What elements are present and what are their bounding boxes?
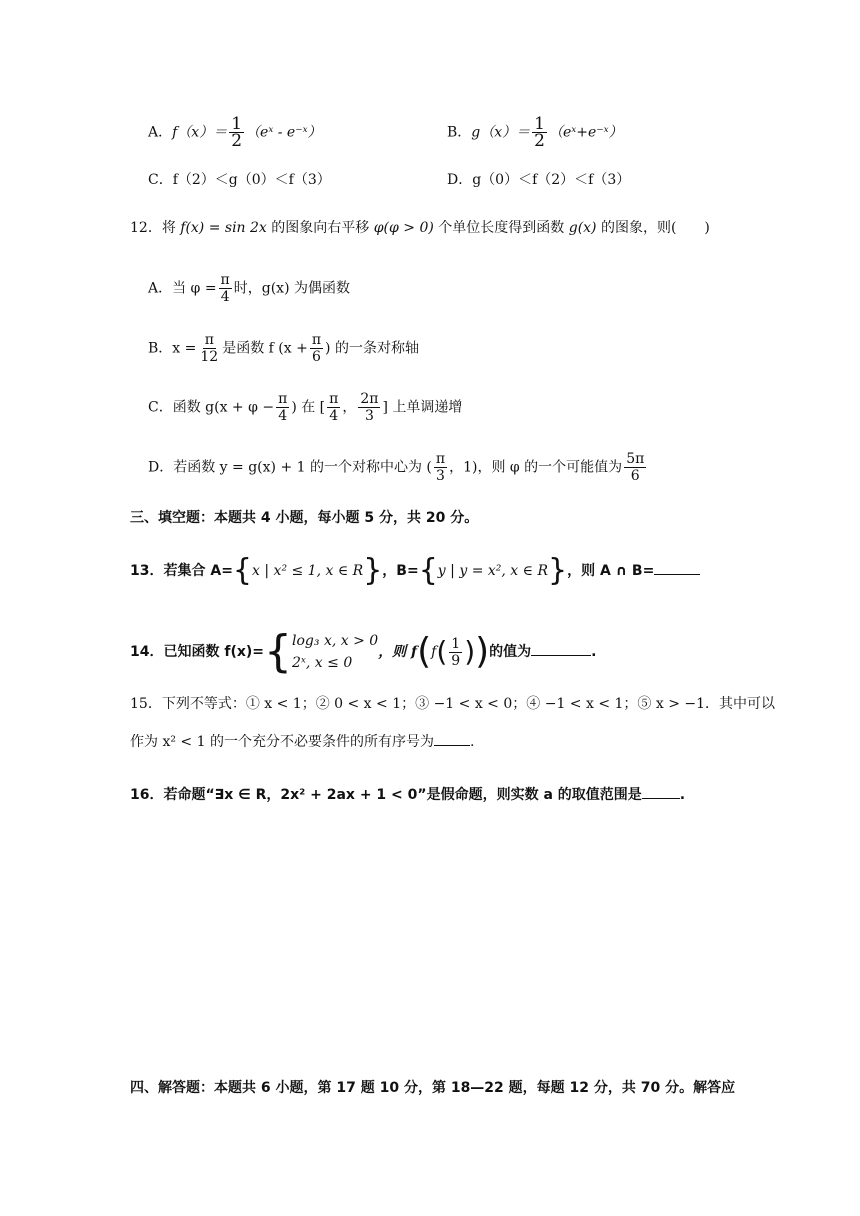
fraction xyxy=(449,636,462,669)
answer-blank[interactable] xyxy=(434,731,470,746)
stem-text: 12．将 xyxy=(130,220,181,236)
option-text: C．函数 g(x + φ − xyxy=(148,399,275,416)
option-text: ， xyxy=(342,399,357,416)
brace-open: { xyxy=(418,553,438,588)
set-variable: x xyxy=(252,563,260,579)
fraction-num: 1 xyxy=(231,114,243,134)
fraction-num: π xyxy=(278,391,288,407)
set-condition: x² ≤ 1, x ∈ R xyxy=(273,563,364,579)
q11-option-d: D．g（0）＜f（2）＜f（3） xyxy=(447,172,631,188)
q12-option-d xyxy=(148,451,648,484)
brace-close: } xyxy=(548,553,568,588)
fraction xyxy=(310,332,323,365)
stem-formula: g(x) xyxy=(568,220,597,236)
fraction xyxy=(532,116,547,149)
question-text: ，则 A ∩ B= xyxy=(567,563,655,579)
option-text: ，1)，则 φ 的一个可能值为 xyxy=(449,459,623,476)
fraction-den: 3 xyxy=(436,468,445,484)
fraction-num: π xyxy=(220,272,230,288)
brace-open: { xyxy=(264,626,293,677)
fraction-den: 12 xyxy=(200,349,219,365)
fraction xyxy=(434,451,447,484)
option-text: ] 上单调递增 xyxy=(382,399,463,416)
fraction-den: 9 xyxy=(451,652,461,669)
stem-formula: f(x) = sin 2x xyxy=(180,220,267,236)
paren-open: ( xyxy=(417,631,432,672)
fraction-num: 5π xyxy=(626,451,645,467)
set-bar: | xyxy=(445,563,460,579)
piecewise-function xyxy=(264,626,379,677)
q12-option-b xyxy=(148,332,419,365)
paren-close: ) xyxy=(475,631,490,672)
question-text: 16．若命题“∃x ∈ R，2x² + 2ax + 1 < 0”是假命题，则实数 a 的取值范围是 xyxy=(130,787,642,803)
q11-option-c: C．f（2）＜g（0）＜f（3） xyxy=(148,172,331,188)
q14 xyxy=(130,626,597,677)
fraction xyxy=(198,332,220,365)
fraction-den: 6 xyxy=(630,468,640,484)
paren-open: ( xyxy=(436,635,448,668)
fraction-den: 6 xyxy=(311,349,321,365)
q12-option-c xyxy=(148,391,462,424)
fraction-num: 1 xyxy=(451,635,461,652)
q12-stem xyxy=(130,218,710,238)
q15-line1 xyxy=(130,694,775,714)
fraction xyxy=(327,391,340,424)
stem-text: 个单位长度得到函数 xyxy=(433,220,569,236)
option-text: 时，g(x) 为偶函数 xyxy=(233,280,350,297)
option-text: 是函数 f (x + xyxy=(222,340,308,357)
fraction-num: π xyxy=(435,451,446,467)
question-text: ，则 f xyxy=(378,644,418,660)
cases-rows xyxy=(292,630,378,674)
question-text: 15．下列不等式：① x < 1；② 0 < x < 1；③ −1 < x < 0；④ −1 < x < 1；⑤ x > −1．其中可以 xyxy=(130,696,776,712)
stem-text: 的图象，则( ) xyxy=(596,220,710,236)
section-heading-solutions: 四、解答题：本题共 6 小题，第 17 题 10 分，第 18—22 题，每题 12 分，共 70 分。解答应 xyxy=(130,1080,736,1096)
question-text: 作为 x² < 1 的一个充分不必要条件的所有序号为 xyxy=(130,734,434,750)
fraction xyxy=(219,272,232,305)
q15-line2 xyxy=(130,731,474,752)
brace-close: } xyxy=(363,553,383,588)
fraction-num: π xyxy=(204,332,214,348)
fraction xyxy=(624,451,646,484)
question-text: 13．若集合 A= xyxy=(130,563,233,579)
fraction-num: 1 xyxy=(534,114,545,134)
question-text: 14．已知函数 f(x)= xyxy=(130,644,265,660)
stem-text: 的图象向右平移 xyxy=(266,220,374,236)
answer-blank[interactable] xyxy=(642,784,680,799)
q13 xyxy=(130,553,700,588)
stem-formula: φ(φ > 0) xyxy=(373,220,434,236)
fraction-den: 4 xyxy=(278,408,288,424)
fraction xyxy=(229,116,244,149)
option-text: g（x）＝ xyxy=(471,124,531,141)
option-text: D．若函数 y = g(x) + 1 的一个对称中心为 ( xyxy=(148,459,432,476)
fraction-num: π xyxy=(329,391,339,407)
period: . xyxy=(679,787,686,803)
q12-option-a xyxy=(148,272,350,305)
brace-open: { xyxy=(232,553,253,588)
option-label: B． xyxy=(447,124,472,141)
section-heading-fill-in: 三、填空题：本题共 4 小题，每小题 5 分，共 20 分。 xyxy=(130,510,479,526)
fraction-den: 4 xyxy=(329,408,339,424)
q11-option-a xyxy=(148,116,322,149)
option-label: A． xyxy=(148,124,173,141)
inner-function: f xyxy=(431,644,437,660)
fraction-den: 2 xyxy=(231,131,243,151)
option-text: A．当 φ = xyxy=(148,280,217,297)
answer-blank[interactable] xyxy=(654,560,700,575)
fraction-num: 2π xyxy=(360,391,379,407)
option-text-post: （eˣ - e⁻ˣ） xyxy=(246,124,322,141)
answer-blank[interactable] xyxy=(531,641,591,656)
period: . xyxy=(591,644,597,660)
option-text: f（x）＝ xyxy=(172,124,228,141)
fraction xyxy=(276,391,289,424)
set-condition: y = x², x ∈ R xyxy=(459,563,548,579)
paren-close: ) xyxy=(464,635,476,668)
case-row: log₃ x, x > 0 xyxy=(292,633,379,649)
period: . xyxy=(469,734,475,750)
fraction-den: 2 xyxy=(534,131,545,151)
set-variable: y xyxy=(437,563,446,579)
option-text: ) 在 [ xyxy=(291,399,326,416)
set-bar: | xyxy=(259,563,274,579)
option-text-post: （eˣ+e⁻ˣ） xyxy=(548,124,623,141)
question-text: ，B= xyxy=(382,563,419,579)
question-text: 的值为 xyxy=(489,644,532,660)
fraction xyxy=(358,391,380,424)
case-row: 2ˣ, x ≤ 0 xyxy=(292,655,353,671)
fraction-num: π xyxy=(311,332,322,348)
q11-option-b xyxy=(447,116,623,149)
option-text: ) 的一条对称轴 xyxy=(325,340,419,357)
q16 xyxy=(130,784,685,805)
fraction-den: 3 xyxy=(364,408,374,424)
option-text: B．x = xyxy=(148,340,197,357)
fraction-den: 4 xyxy=(220,289,230,305)
